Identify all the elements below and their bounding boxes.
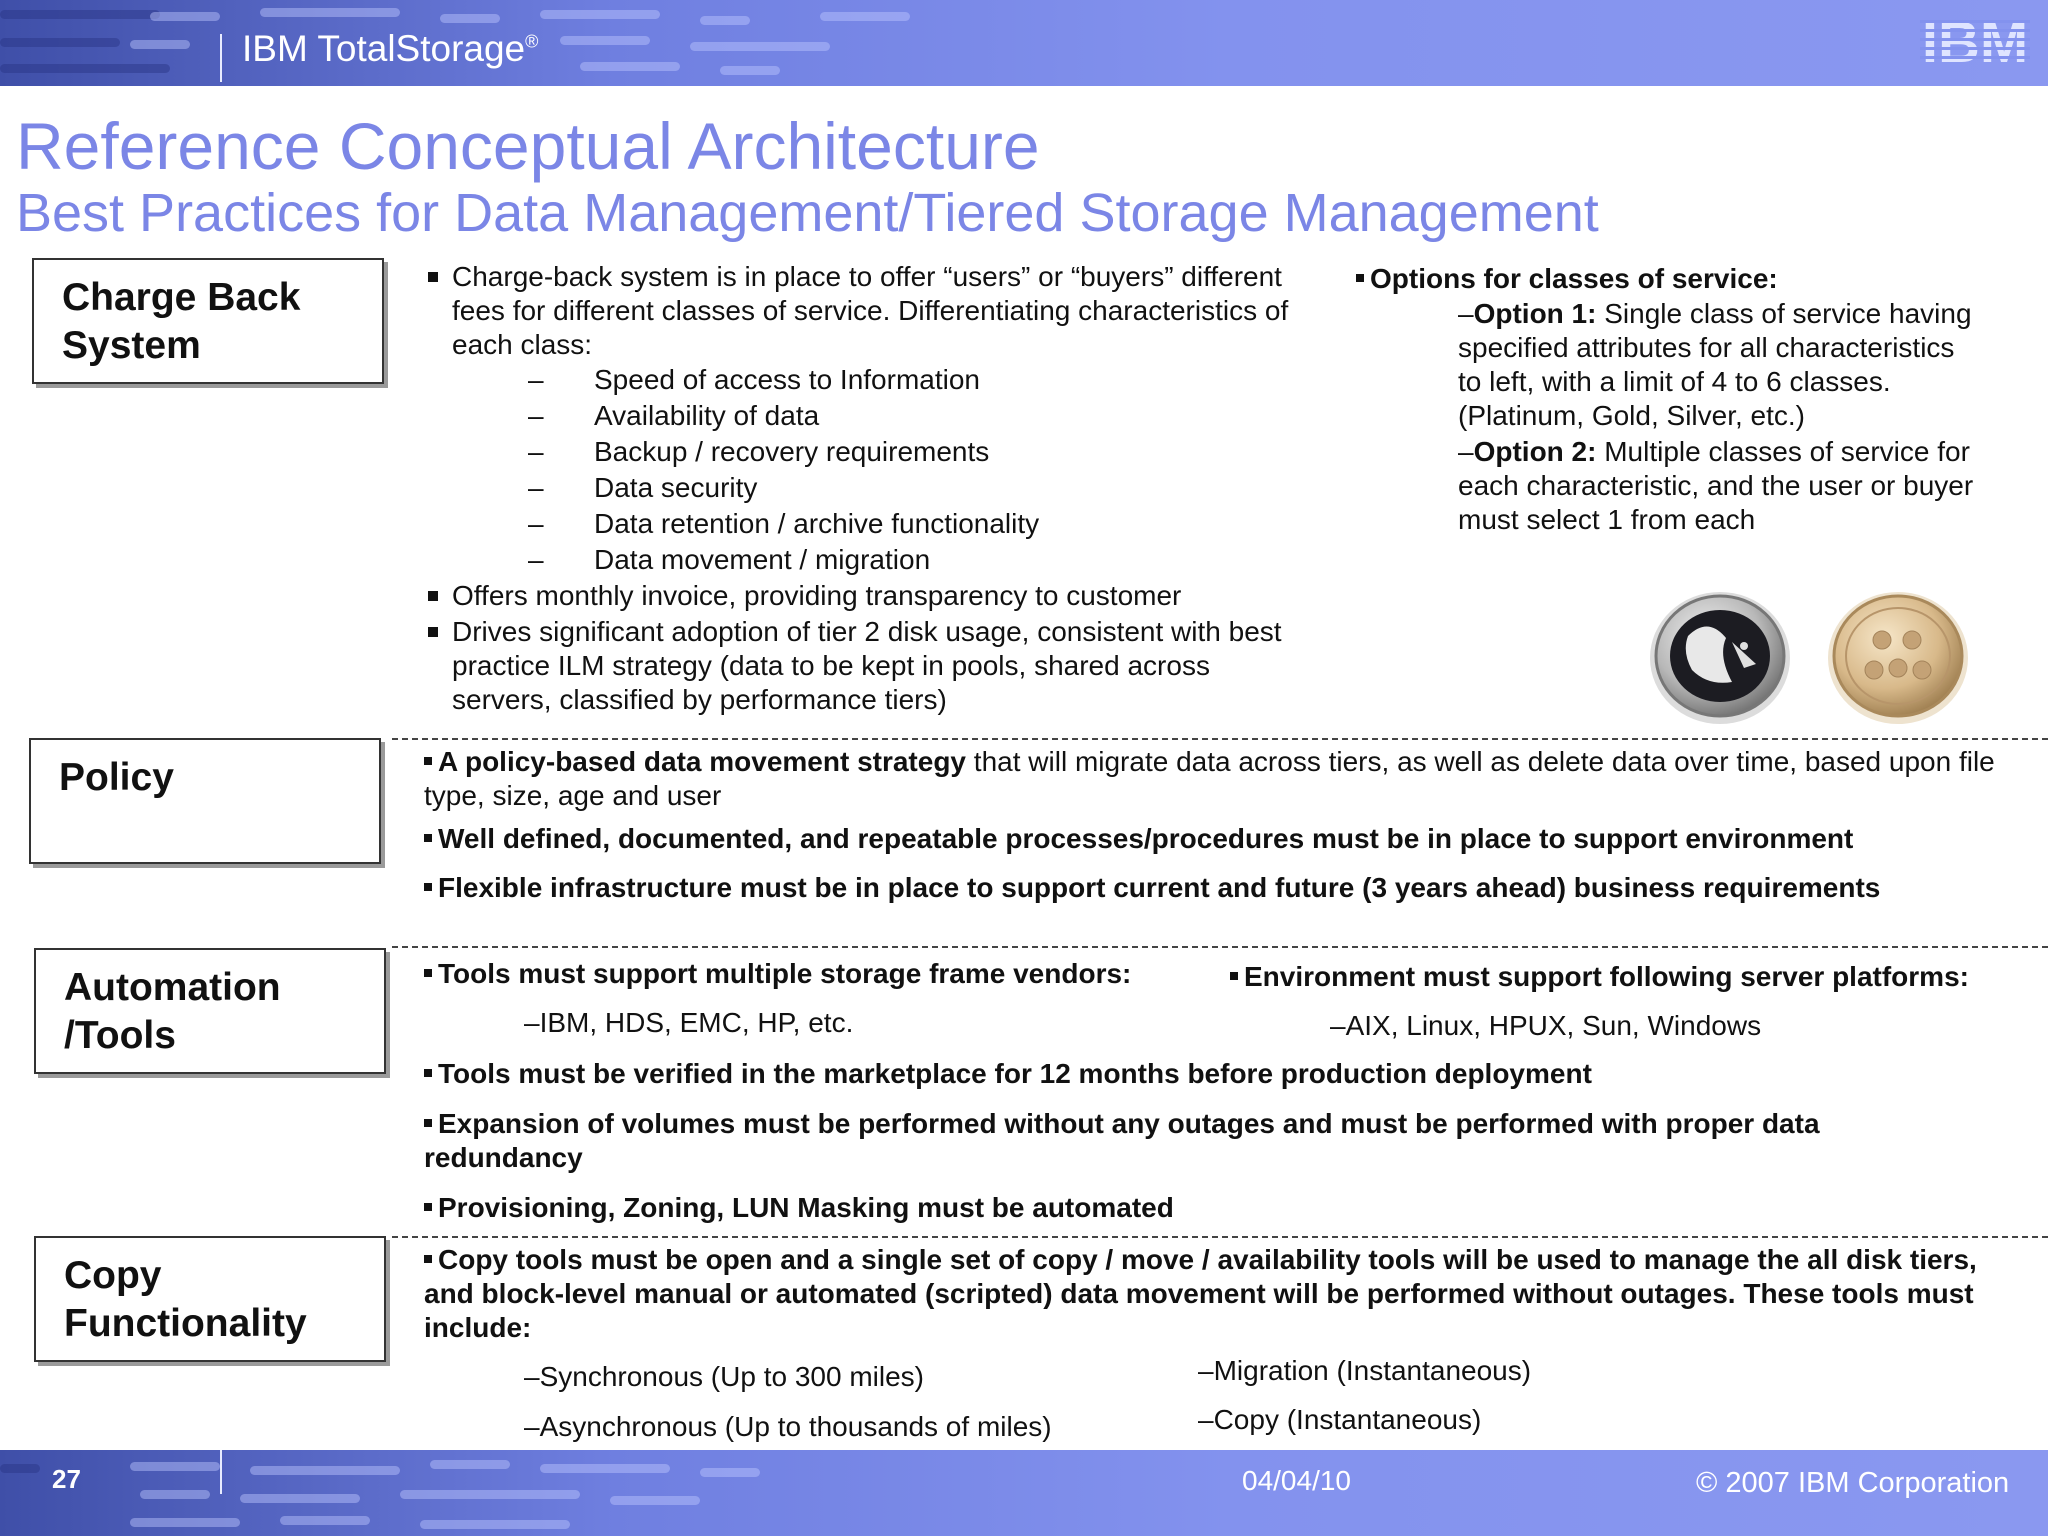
- list-item: –Migration (Instantaneous): [1198, 1355, 1532, 1386]
- options-heading: Options for classes of service:: [1356, 262, 1778, 296]
- list-item: –Synchronous (Up to 300 miles): [524, 1361, 924, 1392]
- list-item: –Copy (Instantaneous): [1198, 1404, 1482, 1435]
- copy-intro: Copy tools must be open and a single set of copy / move / availability tools will be used to manage the all disk tiers, and block-level manual or automated (scripted) data movement will be performed without outages. These tools must include:: [424, 1244, 1977, 1343]
- header-band: [0, 0, 2048, 86]
- automation-item-4: Expansion of volumes must be performed without any outages and must be performed with proper data redundancy: [424, 1108, 1820, 1173]
- automation-label-line2: /Tools: [64, 1014, 176, 1057]
- section-divider: [392, 1236, 2048, 1238]
- coin-image-right: [1826, 586, 1970, 726]
- policy-label-box: [29, 738, 381, 864]
- policy-item-1: A policy-based data movement strategy that will migrate data across tiers, as well as delete data over time, based upon file type, size, age and user: [424, 746, 1995, 811]
- ibm-logo: [1920, 10, 2030, 72]
- automation-item-3: Tools must be verified in the marketplace for 12 months before production deployment: [424, 1057, 1592, 1091]
- charge-back-bullet-3: Drives significant adoption of tier 2 disk usage, consistent with best practice ILM strategy (data to be kept in pools, shared across servers, classified by performance tiers): [452, 615, 1312, 717]
- page-title: Reference Conceptual Architecture: [16, 109, 1040, 183]
- automation-item-5: Provisioning, Zoning, LUN Masking must be automated: [424, 1191, 1174, 1225]
- charge-back-label: Charge Back: [62, 276, 301, 319]
- option-2: –Option 2: Multiple classes of service for each characteristic, and the user or buyer must select 1 from each: [1458, 436, 1974, 535]
- automation-label: Automation: [64, 966, 281, 1009]
- automation-label-box: [34, 948, 386, 1074]
- brand-name: IBM TotalStorage®: [242, 28, 539, 69]
- copy-label-line2: Functionality: [64, 1302, 307, 1345]
- footer-date: 04/04/10: [1242, 1465, 1351, 1496]
- coin-image-left: [1648, 586, 1792, 726]
- policy-label: Policy: [59, 756, 174, 799]
- option-1: –Option 1: Single class of service having specified attributes for all characteristics to left, with a limit of 4 to 6 classes. (Platinum, Gold, Silver, etc.): [1458, 298, 1972, 431]
- vendors-list: –IBM, HDS, EMC, HP, etc.: [524, 1007, 854, 1038]
- charge-back-label-line2: System: [62, 324, 201, 367]
- copyright: © 2007 IBM Corporation: [1696, 1467, 2010, 1499]
- vendors-heading: Tools must support multiple storage frame vendors:: [424, 957, 1131, 991]
- platforms-heading: Environment must support following server platforms:: [1230, 960, 1969, 994]
- policy-item-3: Flexible infrastructure must be in place to support current and future (3 years ahead) business requirements: [424, 871, 1880, 905]
- copy-label-box: [34, 1236, 386, 1362]
- copy-label: Copy: [64, 1254, 162, 1297]
- policy-item-2: Well defined, documented, and repeatable processes/procedures must be in place to support environment: [424, 822, 1853, 856]
- charge-back-bullet-1: Charge-back system is in place to offer “users” or “buyers” different fees for different classes of service. Differentiating characteristics of each class:: [452, 260, 1312, 362]
- section-divider: [392, 738, 2048, 740]
- page-number: 27: [52, 1464, 81, 1494]
- section-divider: [392, 946, 2048, 948]
- charge-back-label-box: [32, 258, 384, 384]
- charge-back-bullet-2: Offers monthly invoice, providing transparency to customer: [452, 579, 1312, 613]
- page-subtitle: Best Practices for Data Management/Tiered Storage Management: [16, 183, 1599, 243]
- platforms-list: –AIX, Linux, HPUX, Sun, Windows: [1330, 1010, 1762, 1041]
- list-item: –Asynchronous (Up to thousands of miles): [524, 1411, 1052, 1442]
